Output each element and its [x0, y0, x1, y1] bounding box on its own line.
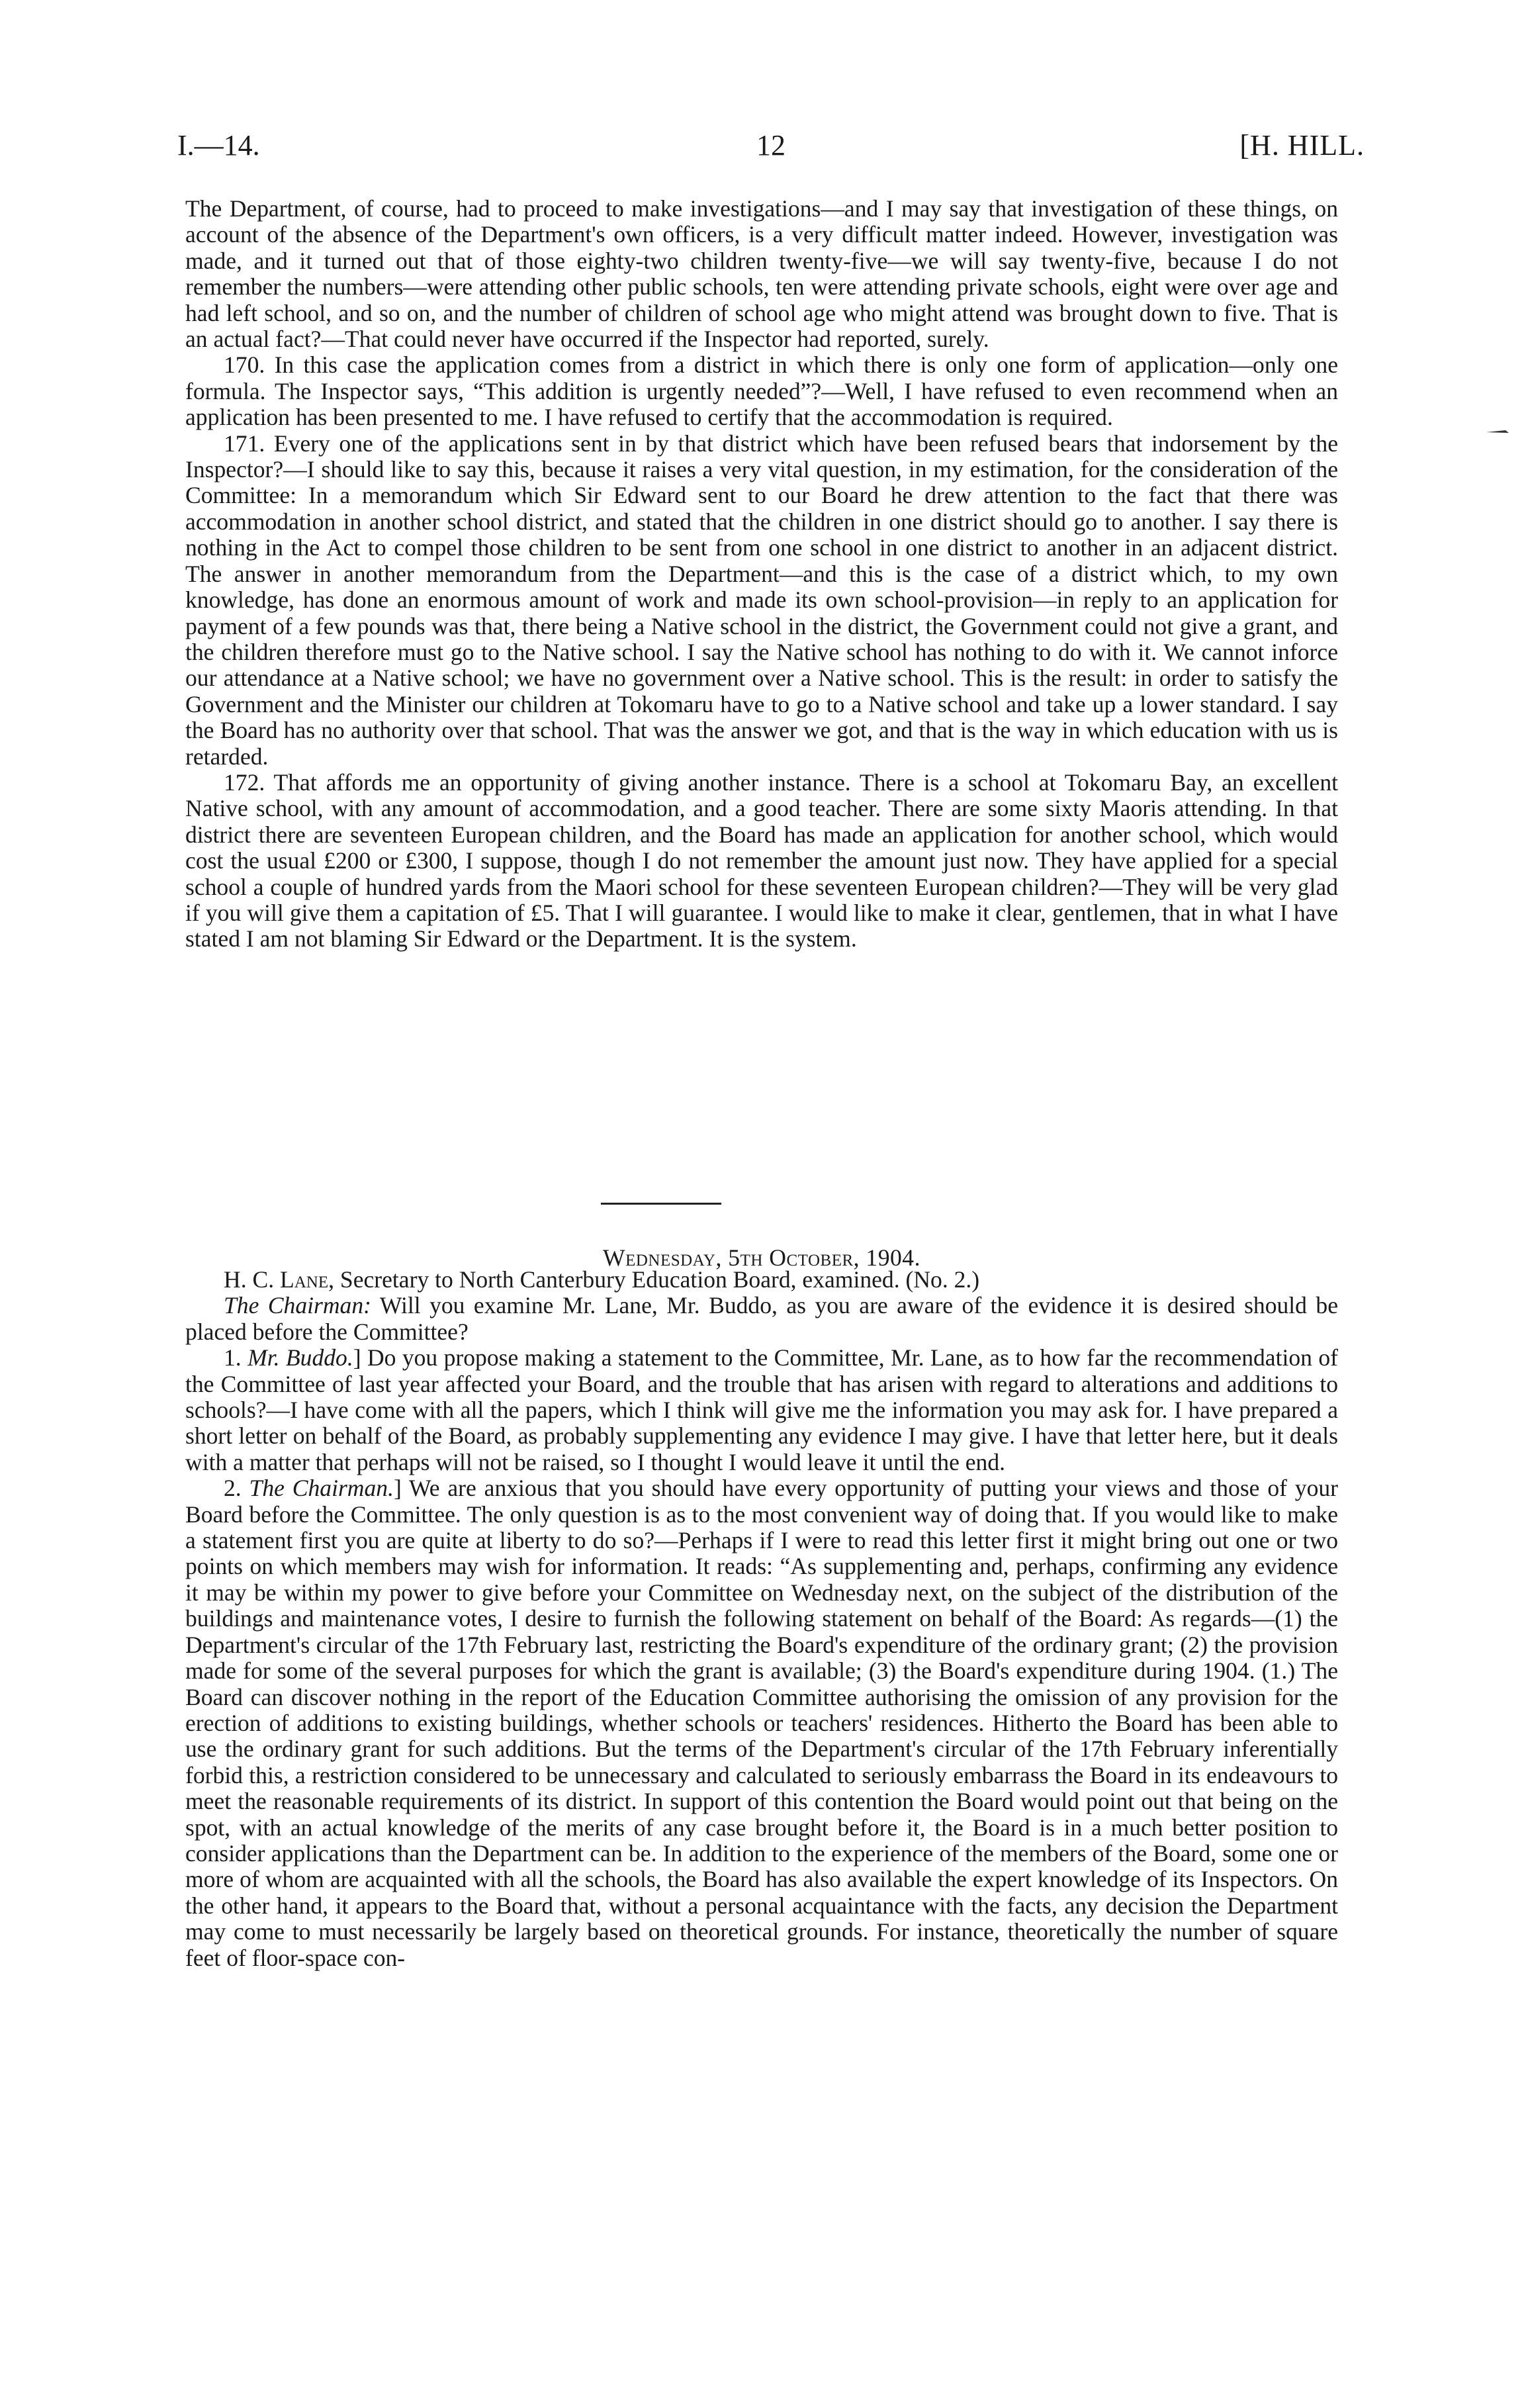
margin-tick-mark: [1486, 429, 1509, 434]
question-2: [185, 1475, 1338, 1971]
speaker-label: Mr. Buddo.: [247, 1344, 353, 1371]
paragraph: 171. Every one of the applications sent in by that district which have been refused bears that indorsement by the Inspector?—I should like to say this, because it raises a very vital question, in my estimation, for the consideration of the Committee: In a memorandum which Sir Edward sent to our Board he drew attention to the fact that there was accommodation in another school district, and stated that the children in one district should go to another. I say there is nothing in the Act to compel those children to be sent from one school in one district to another in an adjacent district. The answer in another memorandum from the Department—and this is the case of a district which, to my own knowledge, has done an enormous amount of work and made its own school-provision—in reply to an application for payment of a few pounds was that, there being a Native school in the district, the Government could not give a grant, and the children therefore must go to the Native school. I say the Native school has nothing to do with it. We cannot inforce our attendance at a Native school; we have no government over a Native school. This is the result: in order to satisfy the Government and the Minister our children at Tokomaru have to go to a Native school and take up a lower standard. I say the Board has no authority over that school. That was the answer we got, and that is the way in which education with us is retarded.: [185, 430, 1338, 770]
chairman-intro: [185, 1293, 1338, 1345]
paragraph: 172. That affords me an opportunity of giving another instance. There is a school at Tokomaru Bay, an excellent Native school, with any amount of accommodation, and a good teacher. There are some sixty Maoris attending. In that district there are seventeen European children, and the Board has made an application for another school, which would cost the usual £200 or £300, I suppose, though I do not remember the amount just now. They have applied for a special school a couple of hundred yards from the Maori school for these seventeen European children?—They will be very glad if you will give them a capitation of £5. That I will guarantee. I would like to make it clear, gentlemen, that in what I have stated I am not blaming Sir Edward or the Department. It is the system.: [185, 768, 1338, 952]
session-date-heading: Wednesday, 5th October, 1904.: [602, 1244, 920, 1271]
statement-text: Will you examine Mr. Lane, Mr. Buddo, as you are aware of the evidence it is desired should be placed before the Committee?: [185, 1292, 1338, 1345]
speaker-label: The Chairman:: [224, 1292, 371, 1319]
page-number: 12: [756, 129, 785, 162]
report-reference: I.—14.: [177, 129, 260, 162]
question-number: 2.: [224, 1475, 249, 1502]
paragraph: 170. In this case the application comes from a district in which there is only one form of application—only one formula. The Inspector says, “This addition is urgently needed”?—Well, I have refused to even recommend when an application has been presented to me. I have refused to certify that the accommodation is required.: [185, 351, 1338, 431]
page-header: [177, 128, 1365, 168]
testimony-continuation: [185, 196, 1338, 952]
question-text: ] Do you propose making a statement to the Committee, Mr. Lane, as to how far the recommendation of the Committee of last year affected your Board, and the trouble that has arisen with regard to alterations and additions to schools?—I have come with all the papers, which I think will give me the information you may ask for. I have prepared a short letter on behalf of the Board, as probably supplementing any evidence I may give. I have that letter here, but it deals with a matter that perhaps will not be raised, so I thought I would leave it until the end.: [185, 1344, 1338, 1475]
examination-section: [185, 1267, 1338, 1971]
speaker-label: The Chairman.: [249, 1475, 394, 1502]
witness-line: [185, 1267, 1338, 1293]
question-1: [185, 1345, 1338, 1475]
section-divider: [601, 1203, 721, 1205]
witness-description: , Secretary to North Canterbury Education Board, examined. (No. 2.): [328, 1266, 980, 1293]
question-text: ] We are anxious that you should have every opportunity of putting your views and those of your Board before the Committee. The only question is as to the most convenient way of doing that. If you would like to make a statement first you are quite at liberty to do so?—Perhaps if I were to read this letter first it might bring out one or two points on which members may wish for information. It reads: “As supplementing and, perhaps, confirming any evidence it may be within my power to give before your Committee on Wednesday next, on the subject of the distribution of the buildings and maintenance votes, I desire to furnish the following statement on behalf of the Board: As regards—(1) the Department's circular of the 17th February last, restricting the Board's expenditure of the ordinary grant; (2) the provision made for some of the several purposes for which the grant is available; (3) the Board's expenditure during 1904. (1.) The Board can discover nothing in the report of the Education Committee authorising the omission of any provision for the erection of additions to existing buildings, whether schools or teachers' residences. Hitherto the Board has been able to use the ordinary grant for such additions. But the terms of the Department's circular of the 17th February inferentially forbid this, a restriction considered to be unnecessary and calculated to seriously embarrass the Board in its endeavours to meet the reasonable requirements of its district. In support of this contention the Board would point out that being on the spot, with an actual knowledge of the merits of any case brought before it, the Board is in a much better position to consider applications than the Department can be. In addition to the experience of the members of the Board, some one or more of whom are acquainted with all the schools, the Board has also available the expert knowledge of its Inspectors. On the other hand, it appears to the Board that, without a personal acquaintance with the facts, any decision the Department may come to must necessarily be largely based on theoretical grounds. For instance, theoretically the number of square feet of floor-space con-: [185, 1475, 1339, 1971]
witness-reference: [H. HILL.: [1239, 129, 1365, 162]
witness-name: H. C. Lane: [224, 1266, 329, 1293]
question-number: 1.: [224, 1344, 248, 1371]
paragraph: The Department, of course, had to proceed to make investigations—and I may say that investigation of these things, on account of the absence of the Department's own officers, is a very difficult matter indeed. However, investigation was made, and it turned out that of those eighty-two children twenty-five—we will say twenty-five, because I do not remember the numbers—were attending other public schools, ten were attending private schools, eight were over age and had left school, and so on, and the number of children of school age who might attend was brought down to five. That is an actual fact?—That could never have occurred if the Inspector had reported, surely.: [185, 195, 1338, 353]
